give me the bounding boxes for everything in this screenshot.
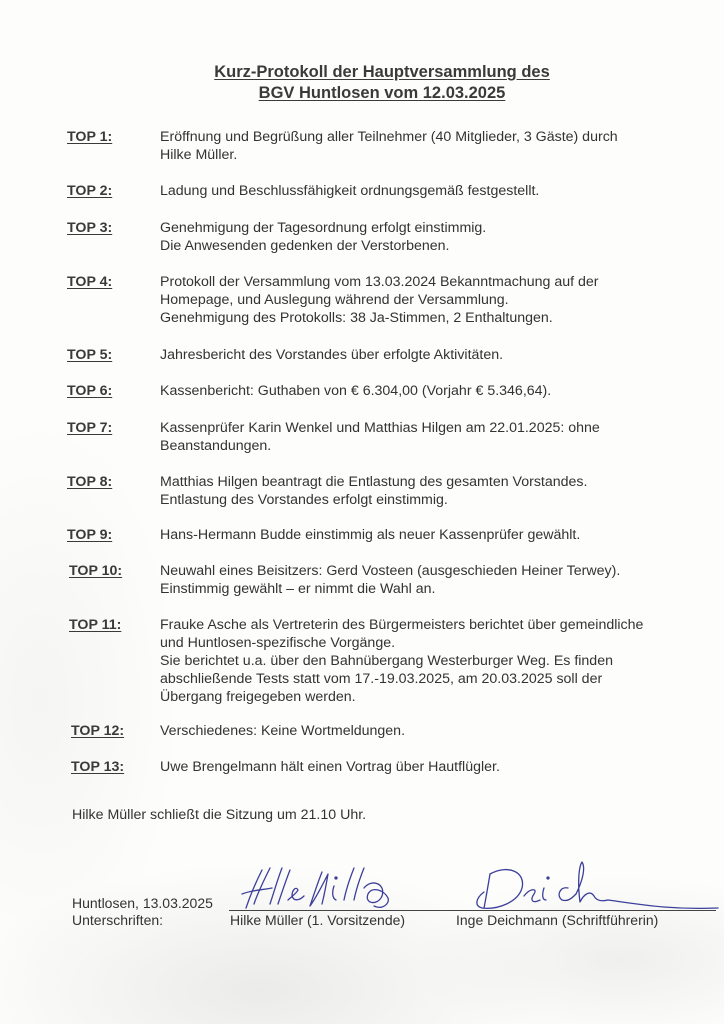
agenda-item-line: Hilke Müller. (160, 147, 238, 163)
closing-statement: Hilke Müller schließt die Sitzung um 21.10 Uhr. (72, 807, 367, 823)
agenda-item-line: Kassenbericht: Guthaben von € 6.304,00 (Vorjahr € 5.346,64). (160, 383, 552, 399)
agenda-item-label: TOP 8: (67, 474, 113, 490)
agenda-item-text (160, 722, 700, 740)
agenda-item-line: Genehmigung des Protokolls: 38 Ja-Stimmen, 2 Enthaltungen. (160, 310, 553, 326)
agenda-item-text (160, 128, 700, 164)
agenda-item-label: TOP 11: (69, 617, 122, 633)
agenda-item-line: und Huntlosen-spezifische Vorgänge. (160, 635, 396, 651)
signature-inge-deichmann (468, 858, 724, 920)
agenda-item-line: Hans-Hermann Budde einstimmig als neuer Kassenprüfer gewählt. (160, 527, 581, 543)
agenda-item-line: Kassenprüfer Karin Wenkel und Matthias Hilgen am 22.01.2025: ohne (160, 420, 600, 436)
agenda-item-text (160, 273, 700, 327)
agenda-item-text (160, 473, 700, 509)
agenda-item-line: Neuwahl eines Beisitzers: Gerd Vosteen (ausgeschieden Heiner Terwey). (160, 563, 621, 579)
document-title (0, 62, 724, 104)
agenda-item-label: TOP 7: (67, 420, 113, 436)
agenda-item-line: Entlastung des Vorstandes erfolgt einstimmig. (160, 492, 448, 508)
title-line-1: Kurz-Protokoll der Hauptversammlung des (214, 63, 550, 81)
signature-block (0, 860, 724, 940)
agenda-item-line: Eröffnung und Begrüßung aller Teilnehmer (40 Mitglieder, 3 Gäste) durch (160, 129, 618, 145)
agenda-item-line: Verschiedenes: Keine Wortmeldungen. (160, 723, 406, 739)
agenda-item-label: TOP 1: (67, 129, 113, 145)
agenda-item-line: Uwe Brengelmann hält einen Vortrag über Hautflügler. (160, 759, 500, 775)
agenda-item-label: TOP 13: (71, 759, 125, 775)
signer-1-name: Hilke Müller (1. Vorsitzende) (230, 912, 406, 928)
agenda-item-line: Sie berichtet u.a. über den Bahnübergang Westerburger Weg. Es finden (160, 653, 613, 669)
agenda-item-line: Übergang freigegeben werden. (160, 689, 356, 705)
agenda-item-label: TOP 12: (71, 723, 125, 739)
agenda-item-text (160, 419, 700, 455)
agenda-item-line: Homepage, und Auslegung während der Versammlung. (160, 292, 509, 308)
agenda-item-line: Einstimmig gewählt – er nimmt die Wahl an. (160, 581, 436, 597)
signatures-label: Unterschriften: (72, 912, 164, 928)
agenda-item-line: Protokoll der Versammlung vom 13.03.2024 Bekanntmachung auf der (160, 274, 599, 290)
agenda-item-line: Beanstandungen. (160, 438, 272, 454)
agenda-item-label: TOP 4: (67, 274, 113, 290)
agenda-item-text (160, 526, 700, 544)
agenda-item-line: Jahresbericht des Vorstandes über erfolgte Aktivitäten. (160, 347, 504, 363)
signature-hilke-mueller (232, 860, 412, 920)
title-line-2: BGV Huntlosen vom 12.03.2025 (258, 84, 506, 102)
agenda-item-text (160, 219, 700, 255)
agenda-item-line: abschließende Tests statt vom 17.-19.03.2025, am 20.03.2025 soll der (160, 671, 603, 687)
agenda-item-text (160, 758, 700, 776)
agenda-item-line: Genehmigung der Tagesordnung erfolgt einstimmig. (160, 220, 487, 236)
place-date: Huntlosen, 13.03.2025 (72, 895, 213, 911)
agenda-item-label: TOP 3: (67, 220, 113, 236)
agenda-item-text (160, 616, 700, 706)
agenda-item-text (160, 562, 700, 598)
agenda-item-line: Ladung und Beschlussfähigkeit ordnungsgemäß festgestellt. (160, 183, 540, 199)
agenda-item-line: Die Anwesenden gedenken der Verstorbenen. (160, 238, 450, 254)
agenda-item-label: TOP 6: (67, 383, 113, 399)
agenda-item-line: Matthias Hilgen beantragt die Entlastung des gesamten Vorstandes. (160, 474, 588, 490)
agenda-item-label: TOP 2: (67, 183, 113, 199)
agenda-item-text (160, 346, 700, 364)
agenda-item-label: TOP 5: (67, 347, 113, 363)
agenda-item-text (160, 382, 700, 400)
signer-2-name: Inge Deichmann (Schriftführerin) (456, 912, 659, 928)
place-and-signatures-label (72, 895, 213, 929)
agenda-item-label: TOP 9: (67, 527, 113, 543)
agenda-item-line: Frauke Asche als Vertreterin des Bürgermeisters berichtet über gemeindliche (160, 617, 644, 633)
agenda-item-text (160, 182, 700, 200)
agenda-item-label: TOP 10: (69, 563, 123, 579)
